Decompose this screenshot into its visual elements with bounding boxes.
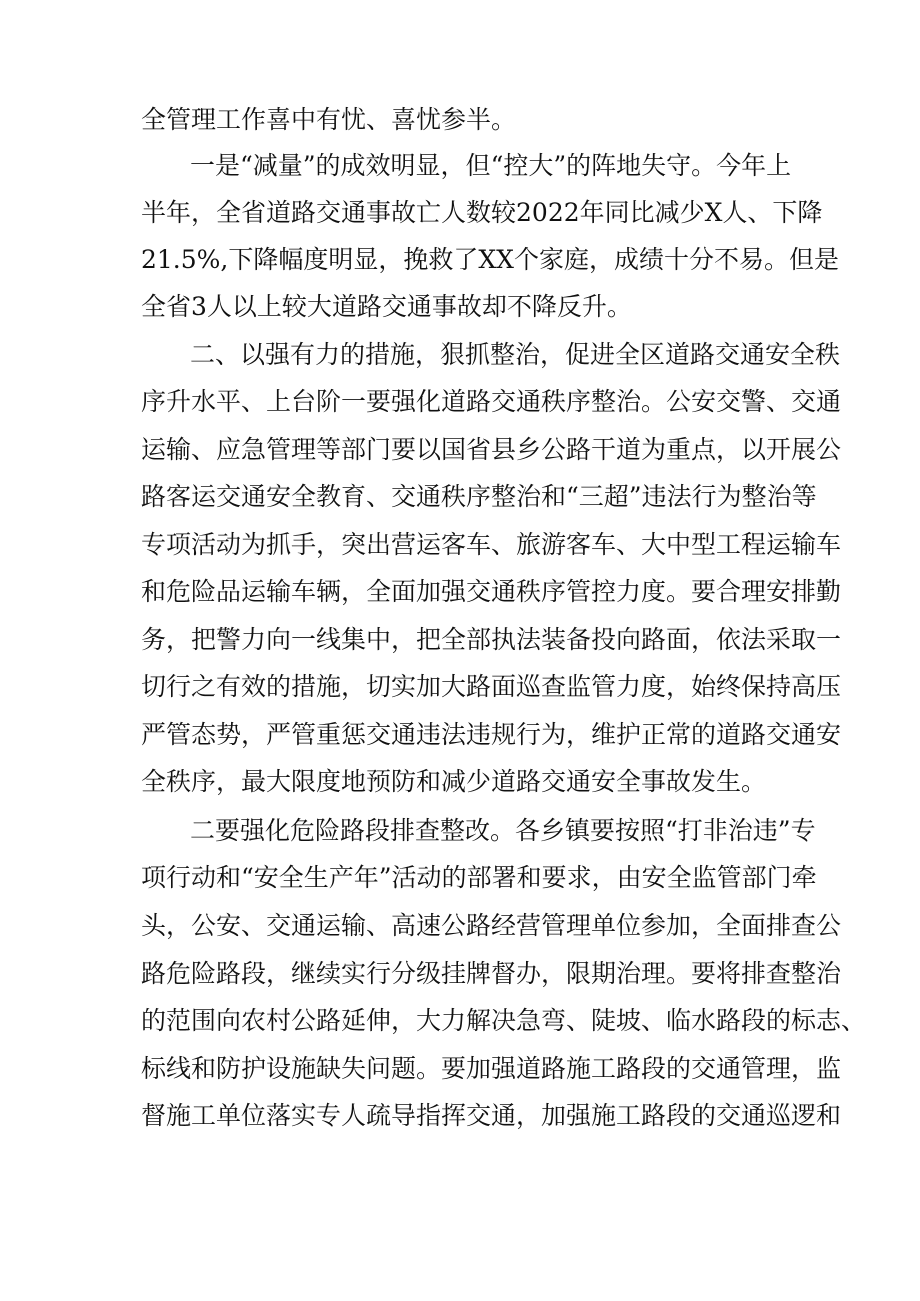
paragraph-first-line: 一是“减量”的成效明显，但“控大”的阵地失守。今年上 <box>190 151 792 180</box>
paragraph-first-line: 二要强化危险路段排查整改。各乡镇要按照“打非治违”专 <box>190 816 816 845</box>
text-line: 路危险路段，继续实行分级挂牌督办，限期治理。要将排查整治 <box>141 959 842 988</box>
text-line: 全管理工作喜中有忧、喜忧参半。 <box>141 105 517 134</box>
text-line: 专项活动为抓手，突出营运客车、旅游客车、大中型工程运输车 <box>141 530 842 559</box>
text-line: 项行动和“安全生产年”活动的部署和要求，由安全监管部门牵 <box>141 863 817 892</box>
text-line: 务，把警力向一线集中，把全部执法装备投向路面，依法采取一 <box>141 625 842 654</box>
paragraph-first-line: 二、以强有力的措施，狠抓整治，促进全区道路交通安全秩 <box>190 340 841 369</box>
text-line: 头，公安、交通运输、高速公路经营管理单位参加，全面排查公 <box>141 911 842 940</box>
text-line: 21.5%,下降幅度明显，挽救了XX个家庭，成绩十分不易。但是 <box>141 245 839 274</box>
text-line: 严管态势，严管重惩交通违法违规行为，维护正常的道路交通安 <box>141 720 842 749</box>
text-line: 切行之有效的措施，切实加大路面巡查监管力度，始终保持高压 <box>141 672 842 701</box>
text-line: 路客运交通安全教育、交通秩序整治和“三超”违法行为整治等 <box>141 482 817 511</box>
text-line: 标线和防护设施缺失问题。要加强道路施工路段的交通管理，监 <box>141 1054 842 1083</box>
text-line: 运输、应急管理等部门要以国省县乡公路干道为重点，以开展公 <box>141 435 842 464</box>
text-line: 全省3人以上较大道路交通事故却不降反升。 <box>141 292 632 321</box>
text-line: 和危险品运输车辆，全面加强交通秩序管控力度。要合理安排勤 <box>141 577 842 606</box>
text-line: 全秩序，最大限度地预防和减少道路交通安全事故发生。 <box>141 767 767 796</box>
text-line: 督施工单位落实专人疏导指挥交通，加强施工路段的交通巡逻和 <box>141 1101 842 1130</box>
text-line: 序升水平、上台阶一要强化道路交通秩序整治。公安交警、交通 <box>141 387 842 416</box>
text-line: 半年，全省道路交通事故亡人数较2022年同比减少X人、下降 <box>141 198 823 227</box>
text-line: 的范围向农村公路延伸，大力解决急弯、陡坡、临水路段的标志、 <box>141 1006 867 1035</box>
